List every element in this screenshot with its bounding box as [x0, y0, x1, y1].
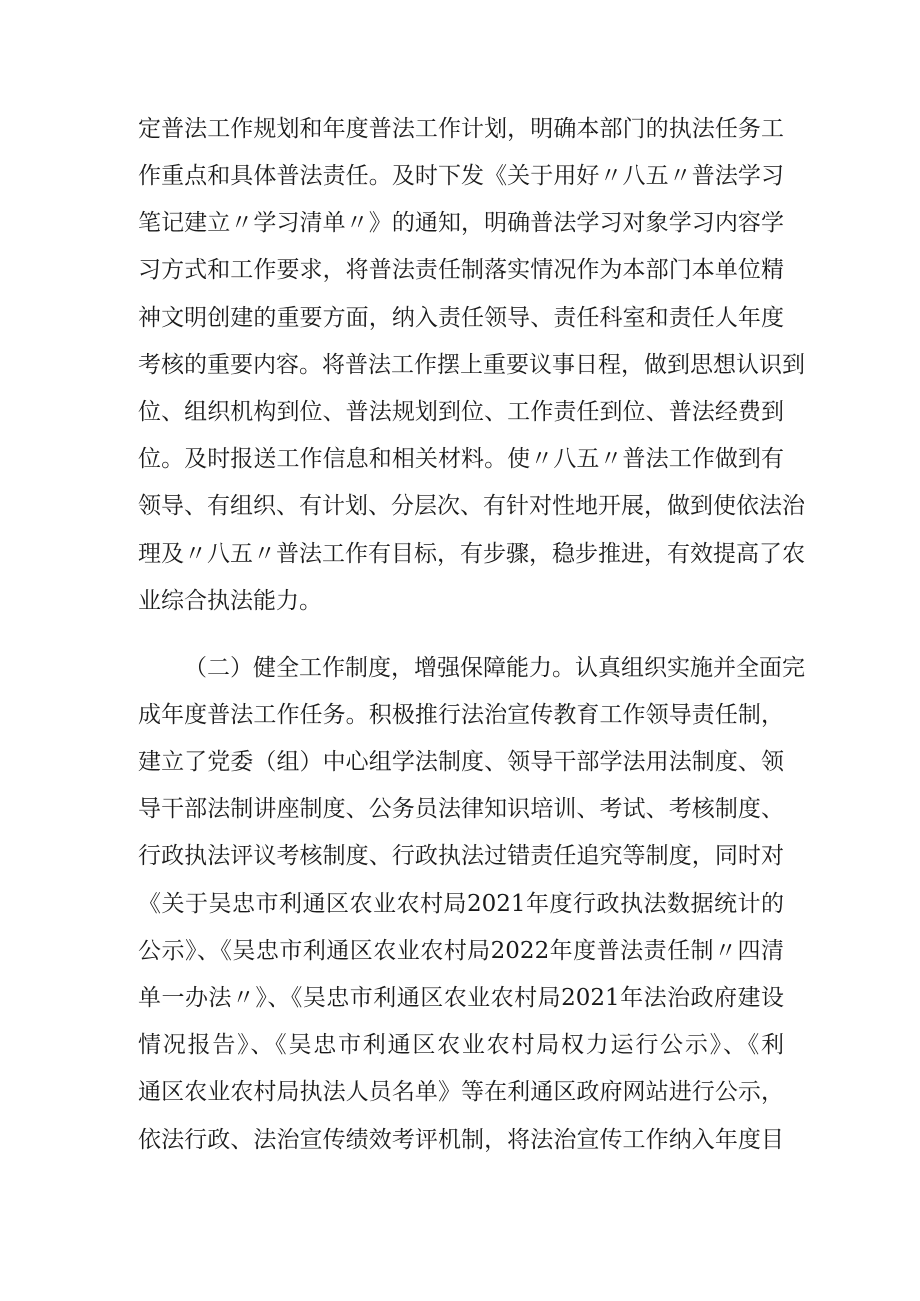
text-line: 位、组织机构到位、普法规划到位、工作责任到位、普法经费到	[138, 399, 784, 425]
text-line: 领导、有组织、有计划、分层次、有针对性地开展，做到使依法治	[138, 493, 805, 519]
text-line: 依法行政、法治宣传绩效考评机制，将法治宣传工作纳入年度目	[138, 1127, 784, 1153]
text-line: 通区农业农村局执法人员名单》等在利通区政府网站进行公示，	[138, 1079, 784, 1105]
text-line: 神文明创建的重要方面，纳入责任领导、责任科室和责任人年度	[138, 305, 784, 331]
text-line: 习方式和工作要求，将普法责任制落实情况作为本部门本单位精	[138, 257, 784, 283]
text-line: 笔记建立〃学习清单〃》的通知，明确普法学习对象学习内容学	[138, 210, 784, 236]
text-line: 定普法工作规划和年度普法工作计划，明确本部门的执法任务工	[138, 116, 784, 142]
text-line: 公示》、《吴忠市利通区农业农村局2022年度普法责任制〃四清	[138, 938, 784, 964]
text-line: 作重点和具体普法责任。及时下发《关于用好〃八五〃普法学习	[138, 163, 784, 189]
text-line: 行政执法评议考核制度、行政执法过错责任追究等制度，同时对	[138, 843, 784, 869]
text-line: 理及〃八五〃普法工作有目标，有步骤，稳步推进，有效提高了农	[138, 541, 805, 567]
text-line: 建立了党委（组）中心组学法制度、领导干部学法用法制度、领	[138, 749, 784, 775]
text-line: 位。及时报送工作信息和相关材料。使〃八五〃普法工作做到有	[138, 446, 784, 472]
text-line: 《关于吴忠市利通区农业农村局2021年度行政执法数据统计的	[138, 891, 784, 917]
text-line: 单一办法〃》、《吴忠市利通区农业农村局2021年法治政府建设	[138, 985, 784, 1011]
text-line: 业综合执法能力。	[138, 588, 322, 614]
text-line: 成年度普法工作任务。积极推行法治宣传教育工作领导责任制，	[138, 702, 784, 728]
text-line: （二）健全工作制度，增强保障能力。认真组织实施并全面完	[184, 655, 805, 681]
text-line: 情况报告》、《吴忠市利通区农业农村局权力运行公示》、《利	[138, 1032, 784, 1058]
text-line: 导干部法制讲座制度、公务员法律知识培训、考试、考核制度、	[138, 796, 784, 822]
text-line: 考核的重要内容。将普法工作摆上重要议事日程，做到思想认识到	[138, 352, 805, 378]
